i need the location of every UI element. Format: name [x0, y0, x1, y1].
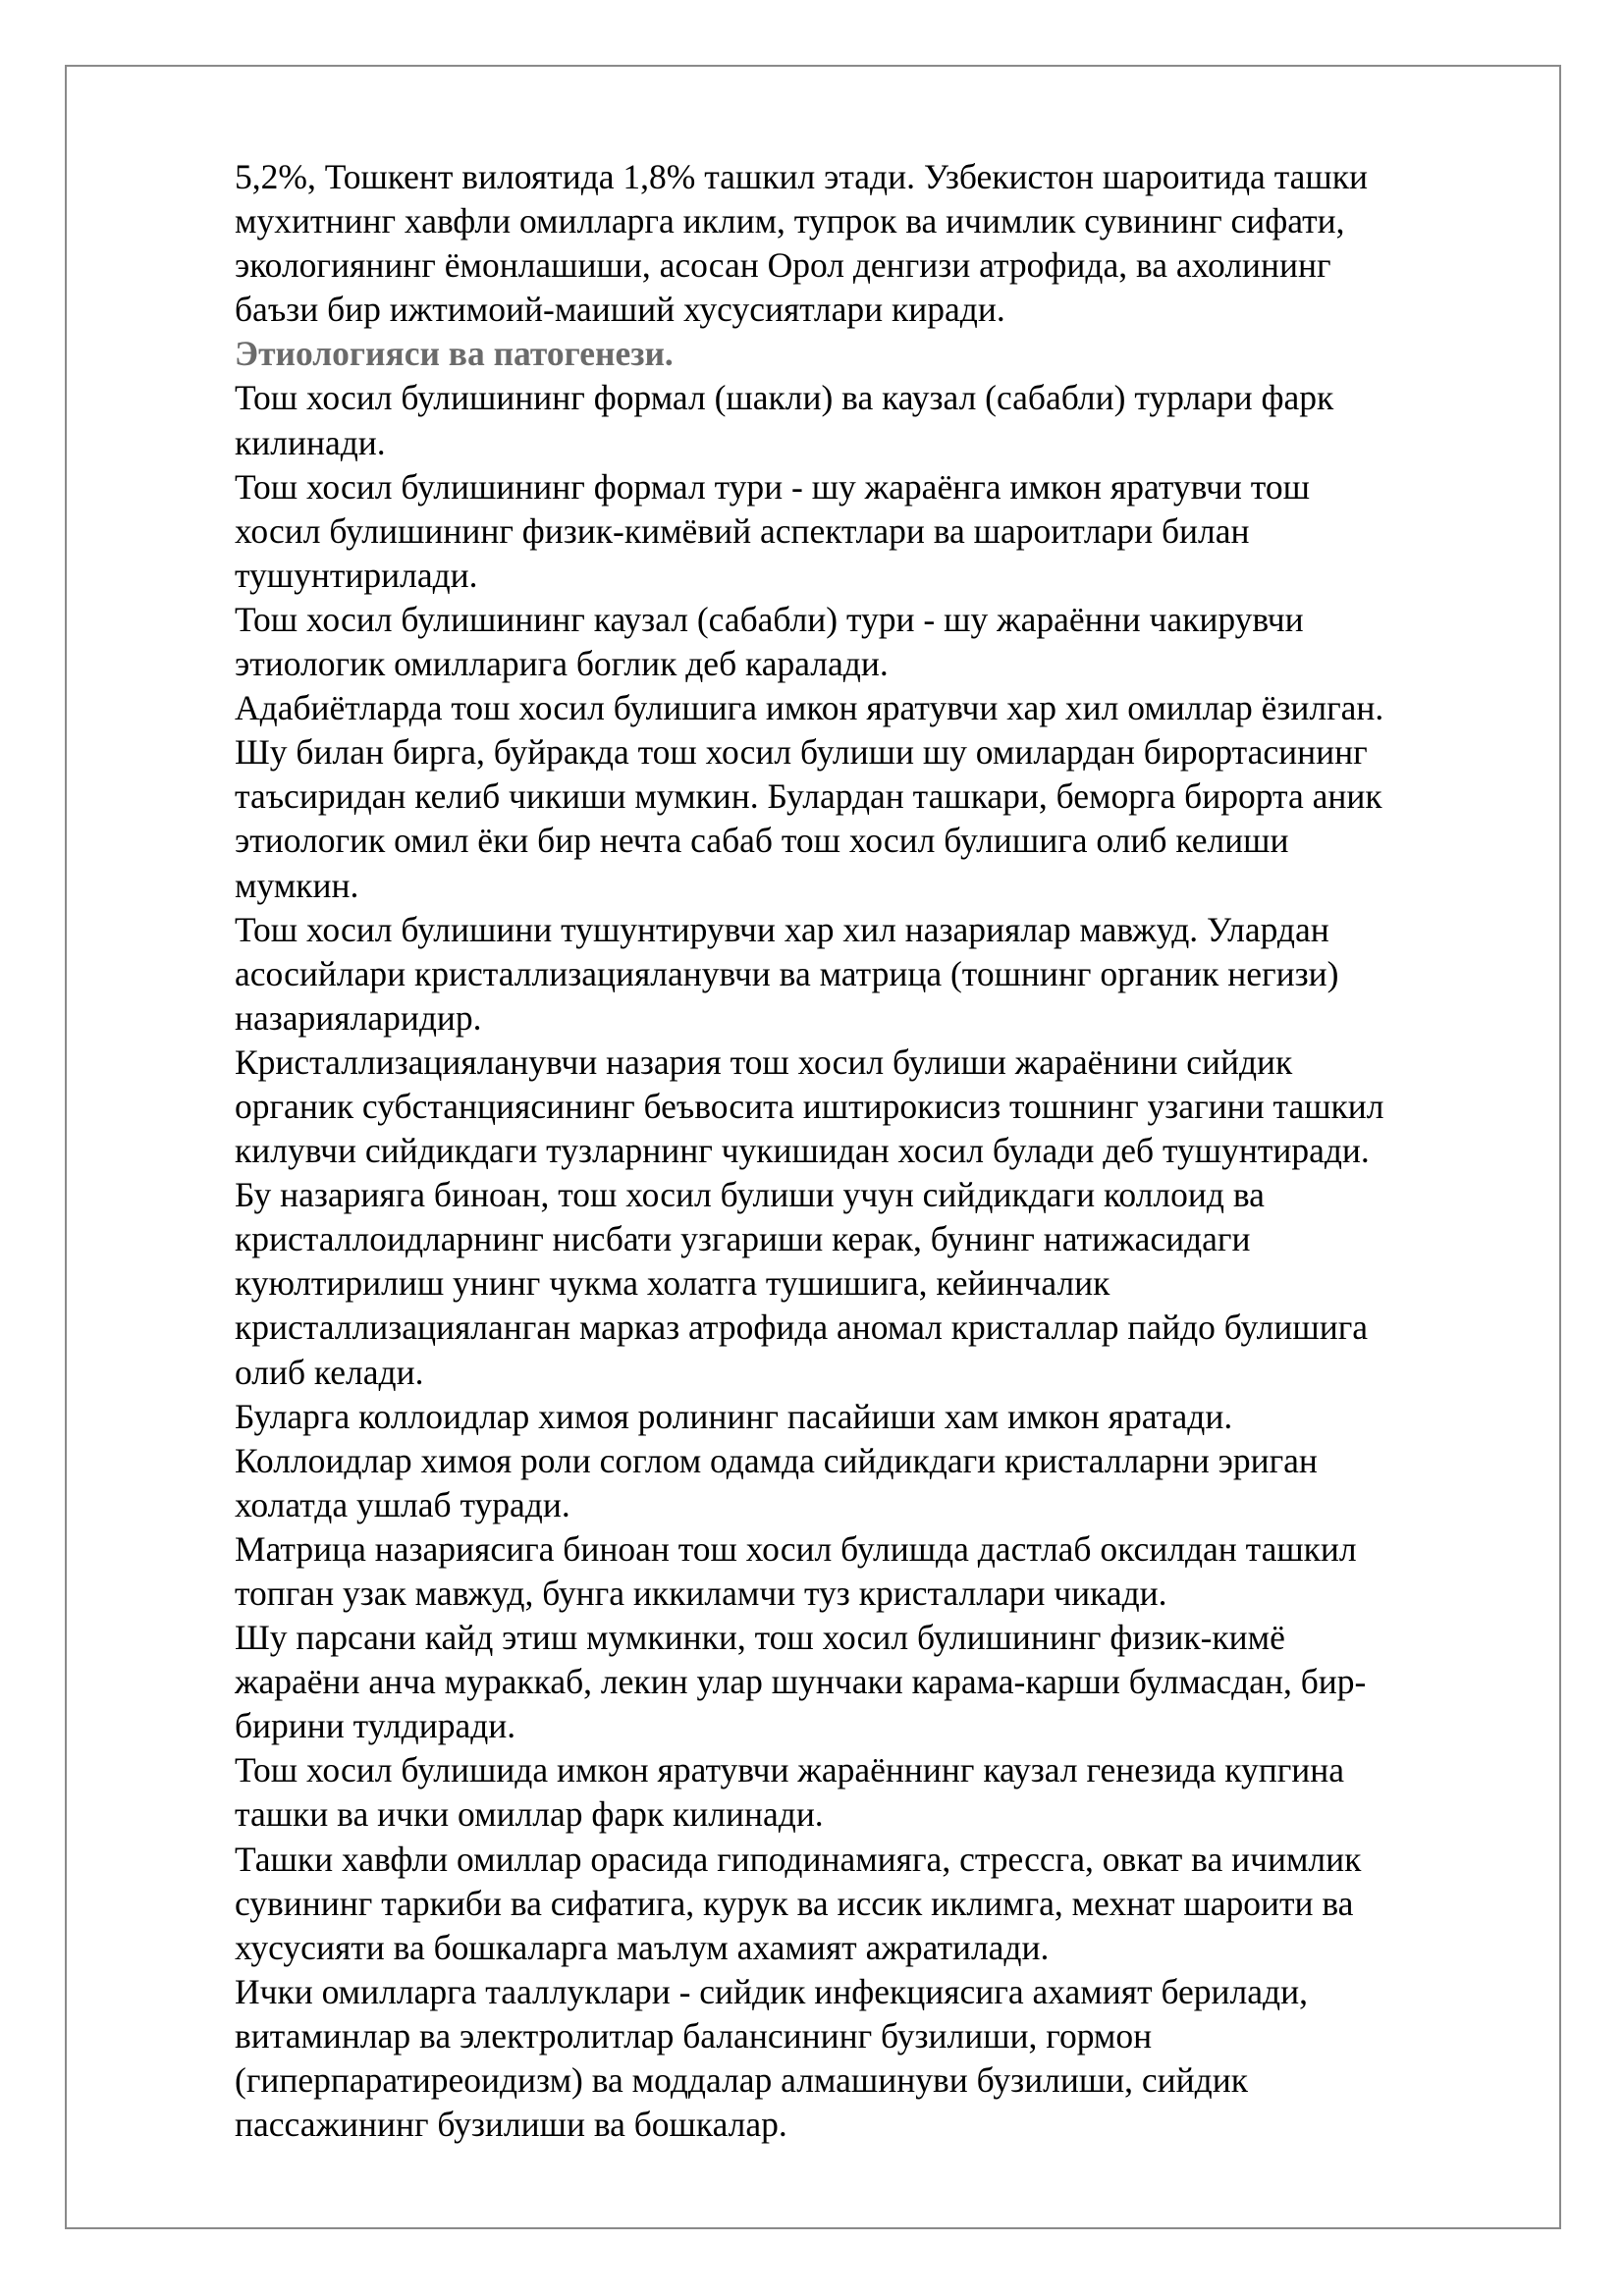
text-line: Бу назарияга биноан, тош хосил булиши учун сийдикдаги коллоид ва — [235, 1175, 1265, 1215]
text-line: пассажининг бузилиши ва бошкалар. — [235, 2105, 787, 2145]
text-line: этиологик омил ёки бир нечта сабаб тош хосил булишига олиб келиши — [235, 821, 1289, 861]
text-line: Тош хосил булишида имкон яратувчи жараённинг каузал генезида купгина — [235, 1750, 1345, 1790]
section-heading: Этиологияси ва патогенези. — [235, 334, 674, 374]
text-line: куюлтирилиш унинг чукма холатга тушишига, кейинчалик — [235, 1263, 1110, 1304]
text-line: Матрица назариясига биноан тош хосил булишда дастлаб оксилдан ташкил — [235, 1528, 1357, 1569]
text-line: тушунтирилади. — [235, 555, 478, 595]
text-line: ташки ва ички омиллар фарк килинади. — [235, 1794, 824, 1835]
text-line: баъзи бир ижтимоий-маиший хусусиятлари киради. — [235, 290, 1005, 330]
text-line: таъсиридан келиб чикиши мумкин. Булардан ташкари, беморга бирорта аник — [235, 776, 1382, 817]
text-line: Коллоидлар химоя роли соглом одамда сийдикдаги кристалларни эриган — [235, 1440, 1318, 1480]
text-line: Тош хосил булишининг формал тури - шу жараёнга имкон яратувчи тош — [235, 466, 1310, 507]
text-line: мухитнинг хавфли омилларга иклим, тупрок ва ичимлик сувининг сифати, — [235, 201, 1345, 241]
text-line: Тош хосил булишини тушунтирувчи хар хил назариялар мавжуд. Улардан — [235, 909, 1329, 949]
text-line: Ташки хавфли омиллар орасида гиподинамияга, стрессга, овкат ва ичимлик — [235, 1839, 1362, 1879]
text-line: 5,2%, Тошкент вилоятида 1,8% ташкил этади. Узбекистон шароитида ташки — [235, 157, 1368, 196]
text-line: хусусияти ва бошкаларга маълум ахамият ажратилади. — [235, 1927, 1050, 1967]
text-line: килувчи сийдикдаги тузларнинг чукишидан хосил булади деб тушунтиради. — [235, 1131, 1370, 1171]
document-body — [235, 155, 1501, 2147]
text-line: Буларга коллоидлар химоя ролининг пасайиши хам имкон яратади. — [235, 1396, 1233, 1436]
text-line: мумкин. — [235, 865, 359, 905]
text-line: этиологик омилларига боглик деб каралади. — [235, 644, 889, 684]
text-line: сувининг таркиби ва сифатига, курук ва иссик иклимга, мехнат шароити ва — [235, 1883, 1354, 1923]
text-line: холатда ушлаб туради. — [235, 1484, 570, 1524]
text-line: топган узак мавжуд, бунга иккиламчи туз кристаллари чикади. — [235, 1574, 1167, 1613]
text-line: олиб келади. — [235, 1352, 424, 1392]
text-line: кристаллоидларнинг нисбати узгариши керак, бунинг натижасидаги — [235, 1219, 1251, 1259]
text-line: назарияларидир. — [235, 997, 482, 1038]
text-line: Кристаллизацияланувчи назария тош хосил булиши жараёнини сийдик — [235, 1041, 1293, 1082]
text-line: органик субстанциясининг беъвосита иштирокисиз тошнинг узагини ташкил — [235, 1086, 1384, 1126]
text-line: экологиянинг ёмонлашиши, асосан Орол денгизи атрофида, ва ахолининг — [235, 245, 1331, 286]
text-line: Шу парсани кайд этиш мумкинки, тош хосил булишининг физик-кимё — [235, 1618, 1285, 1658]
text-line: Тош хосил булишининг каузал (сабабли) тури - шу жараённи чакирувчи — [235, 599, 1304, 639]
text-line: Ички омилларга тааллуклари - сийдик инфекциясига ахамият берилади, — [235, 1971, 1308, 2011]
text-line: Адабиётларда тош хосил булишига имкон яратувчи хар хил омиллар ёзилган. — [235, 688, 1384, 728]
text-line: асосийлари кристаллизацияланувчи ва матрица (тошнинг органик негизи) — [235, 953, 1339, 993]
text-line: хосил булишининг физик-кимёвий аспектлари ва шароитлари билан — [235, 510, 1250, 551]
text-line: кристаллизацияланган марказ атрофида аномал кристаллар пайдо булишига — [235, 1308, 1369, 1348]
text-line: Шу билан бирга, буйракда тош хосил булиши шу омилардан бирортасининг — [235, 732, 1368, 773]
text-line: бирини тулдиради. — [235, 1706, 516, 1746]
text-line: Тош хосил булишининг формал (шакли) ва каузал (сабабли) турлари фарк — [235, 378, 1334, 418]
text-line: (гиперпаратиреоидизм) ва моддалар алмашинуви бузилиши, сийдик — [235, 2060, 1248, 2101]
text-line: витаминлар ва электролитлар балансининг бузилиши, гормон — [235, 2015, 1153, 2056]
text-line: килинади. — [235, 422, 386, 462]
text-line: жараёни анча мураккаб, лекин улар шунчаки карама-карши булмасдан, бир- — [235, 1662, 1367, 1702]
